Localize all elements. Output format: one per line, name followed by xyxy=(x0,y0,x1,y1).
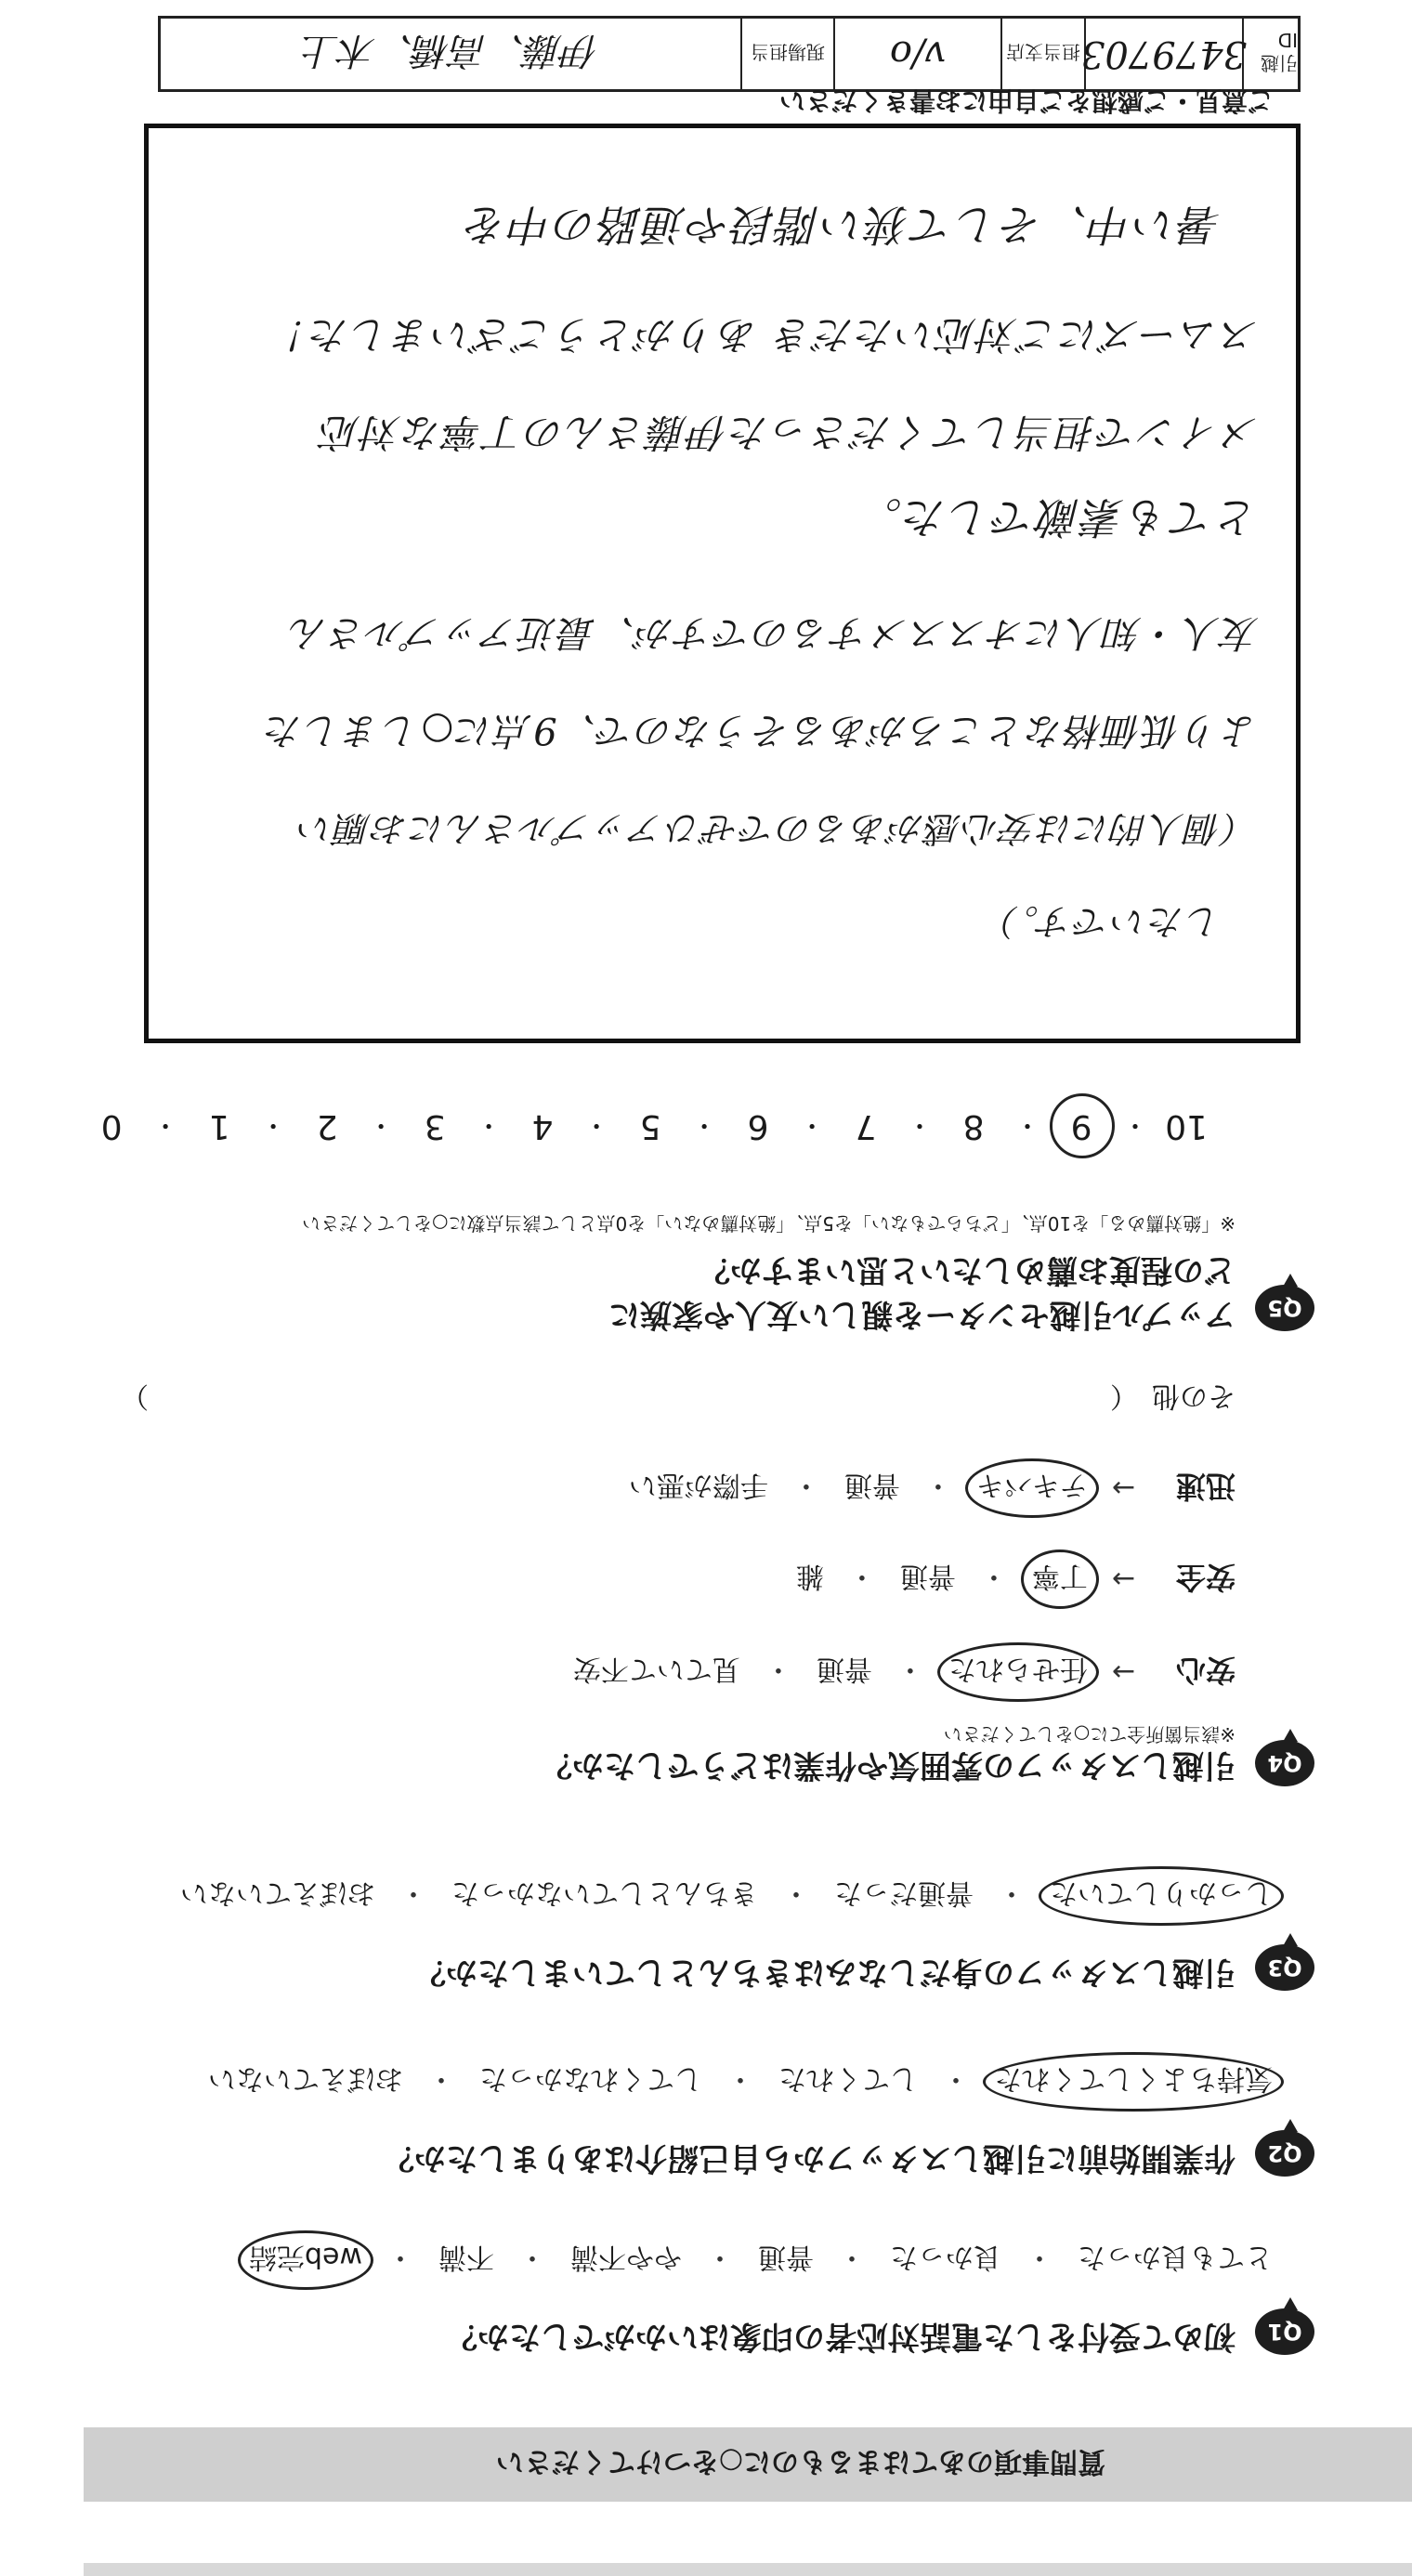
instruction-banner-text: 質問事項のあてはまるものに○をつけてください xyxy=(495,2445,1105,2478)
q4-option[interactable]: 手際が悪い xyxy=(628,1469,768,1501)
q3-option[interactable]: きちんとしていなかった xyxy=(451,1876,758,1909)
q2-option[interactable]: 気持ちよくしてくれた xyxy=(994,2061,1273,2102)
q1-options xyxy=(249,2240,1273,2281)
q3-badge: Q3 xyxy=(1255,1944,1314,1991)
q4-row-anzen xyxy=(796,1558,1236,1601)
q4-option[interactable]: 丁寧 xyxy=(1032,1559,1088,1600)
q1-option[interactable]: やや不満 xyxy=(570,2241,682,2273)
branch-value-cell xyxy=(833,19,1000,89)
option-sep: ・ xyxy=(399,1876,427,1909)
comment-line-4: とても素敵でした。 xyxy=(857,492,1259,543)
q4-option[interactable]: 普通 xyxy=(899,1560,956,1592)
score-sep: ・ xyxy=(691,1110,718,1141)
option-sep: ・ xyxy=(1026,2241,1053,2273)
score-9[interactable]: 9 xyxy=(1063,1108,1100,1146)
score-8[interactable]: 8 xyxy=(962,1107,985,1146)
q5-question-line1: アップル引越センターを親しい友人や家族に xyxy=(608,1296,1236,1333)
q3-option[interactable]: しっかりしていた xyxy=(1050,1876,1273,1916)
arrow-icon: → xyxy=(1111,1471,1135,1505)
score-sep: ・ xyxy=(152,1110,179,1141)
score-sep: ・ xyxy=(368,1110,395,1141)
score-10[interactable]: 10 xyxy=(1165,1107,1208,1146)
q4-option[interactable]: 任せられた xyxy=(948,1652,1088,1693)
q2-badge: Q2 xyxy=(1255,2130,1314,2177)
staff-value: 伊藤、高橋、木上 xyxy=(302,29,599,72)
option-sep: ・ xyxy=(998,1876,1026,1909)
q4-other-paren-close: ） xyxy=(121,1380,149,1412)
q4-row-anshin xyxy=(573,1651,1236,1693)
option-sep: ・ xyxy=(386,2241,414,2273)
score-6[interactable]: 6 xyxy=(747,1107,769,1146)
score-sep: ・ xyxy=(1122,1110,1149,1141)
comment-line-3: メインで担当してくださった伊藤さんの丁寧な対応 xyxy=(319,410,1259,455)
q4-row-other xyxy=(121,1379,1236,1419)
score-7[interactable]: 7 xyxy=(855,1107,877,1146)
branch-value: v/o xyxy=(889,33,947,75)
q2-options xyxy=(208,2061,1273,2102)
instruction-banner xyxy=(84,2427,1412,2502)
q4-row-label: 安全 xyxy=(1175,1560,1236,1595)
q4-row-label: 迅速 xyxy=(1175,1469,1236,1504)
comment-line-8: したいです。） xyxy=(982,901,1222,942)
option-sep: ・ xyxy=(726,2062,754,2095)
score-sep: ・ xyxy=(1014,1110,1041,1141)
q4-other-label xyxy=(1110,1379,1236,1419)
header-id-table xyxy=(158,16,1301,92)
option-sep: ・ xyxy=(782,1876,810,1909)
score-sep: ・ xyxy=(583,1110,610,1141)
option-sep: ・ xyxy=(979,1560,1008,1592)
q2-question: 作業開始前に引越しスタッフから自己紹介はありましたか？ xyxy=(383,2139,1236,2177)
score-0[interactable]: 0 xyxy=(100,1107,123,1146)
branch-label-cell xyxy=(1000,19,1084,89)
q1-option[interactable]: web完結 xyxy=(249,2240,362,2281)
arrow-icon: → xyxy=(1111,1563,1135,1596)
q4-other-text: その他 xyxy=(1152,1380,1236,1412)
score-1[interactable]: 1 xyxy=(208,1107,230,1146)
staff-value-cell xyxy=(161,19,740,89)
score-sep: ・ xyxy=(907,1110,934,1141)
id-label: 引越ID xyxy=(1261,29,1298,75)
q1-question: 初めて受付をした電話対応者の印象はいかがでしたか？ xyxy=(446,2318,1236,2355)
comment-line-1: 暑い中、そして狭い階段や通路の中を xyxy=(464,200,1222,250)
q3-option[interactable]: おぼえていない xyxy=(180,1876,375,1909)
q4-other-paren-open: （ xyxy=(1110,1380,1124,1412)
option-sep: ・ xyxy=(706,2241,734,2273)
comment-line-2: スムーズにご対応いただき ありがとうございました！ xyxy=(267,312,1259,358)
q1-option[interactable]: 良かった xyxy=(890,2241,1001,2273)
score-sep: ・ xyxy=(260,1110,287,1141)
option-sep: ・ xyxy=(518,2241,546,2273)
option-sep: ・ xyxy=(942,2062,970,2095)
arrow-icon: → xyxy=(1111,1655,1135,1689)
q5-note: ※「絶対薦める」を10点、「どちらでもない」を5点、「絶対薦めない」を0点として該当点数に○をしてください xyxy=(302,1212,1236,1235)
comment-line-6: より低価格なところがあるそうなので、9点に○しました xyxy=(263,709,1259,752)
page-edge-strip xyxy=(84,2563,1412,2576)
q1-option[interactable]: 不満 xyxy=(438,2241,494,2273)
option-sep: ・ xyxy=(847,1560,876,1592)
q4-option[interactable]: 見ていて不安 xyxy=(572,1653,740,1685)
id-value: 3479703 xyxy=(1080,33,1248,75)
q4-option[interactable]: 普通 xyxy=(843,1469,900,1501)
q4-option[interactable]: 普通 xyxy=(816,1653,872,1685)
branch-label: 担当支店 xyxy=(1006,41,1080,64)
staff-label: 現場担当 xyxy=(751,41,825,64)
score-sep: ・ xyxy=(476,1110,503,1141)
q1-option[interactable]: 普通 xyxy=(758,2241,814,2273)
q3-options xyxy=(180,1876,1273,1916)
q3-option[interactable]: 普通だった xyxy=(834,1876,974,1909)
id-value-cell xyxy=(1080,19,1248,89)
q1-badge: Q1 xyxy=(1255,2308,1314,2355)
option-sep: ・ xyxy=(791,1469,820,1501)
staff-label-cell xyxy=(740,19,833,89)
score-4[interactable]: 4 xyxy=(531,1107,554,1146)
comment-title: ご意見・ご感想をご自由にお書きください xyxy=(778,85,1274,116)
option-sep: ・ xyxy=(923,1469,952,1501)
score-3[interactable]: 3 xyxy=(424,1107,446,1146)
q1-option[interactable]: とても良かった xyxy=(1078,2241,1273,2273)
option-sep: ・ xyxy=(838,2241,866,2273)
q5-score-scale xyxy=(93,1094,1208,1159)
q4-option[interactable]: テキパキ xyxy=(976,1468,1088,1509)
q4-row-jinsoku xyxy=(629,1467,1236,1510)
id-label-cell xyxy=(1242,19,1298,89)
q2-option[interactable]: してくれなかった xyxy=(479,2062,702,2095)
q4-row-label: 安心 xyxy=(1175,1653,1236,1688)
q4-option[interactable]: 雑 xyxy=(795,1560,824,1592)
comment-box xyxy=(144,85,1301,1043)
score-2[interactable]: 2 xyxy=(316,1107,338,1146)
q5-badge: Q5 xyxy=(1255,1285,1314,1331)
option-sep: ・ xyxy=(427,2062,455,2095)
q4-question: 引越しスタッフの雰囲気や作業はどうでしたか？ xyxy=(541,1746,1236,1784)
comment-line-5: 友人・知人にオススメするのですが、最近アップルさん xyxy=(287,611,1259,654)
option-sep: ・ xyxy=(896,1653,924,1685)
q2-option[interactable]: おぼえていない xyxy=(208,2062,403,2095)
q3-question: 引越しスタッフの身だしなみはきちんとしていましたか？ xyxy=(414,1954,1236,1991)
score-sep: ・ xyxy=(799,1110,826,1141)
q4-badge: Q4 xyxy=(1255,1740,1314,1786)
score-5[interactable]: 5 xyxy=(639,1107,661,1146)
q5-question-line2: どの程度お薦めしたいと思いますか？ xyxy=(699,1251,1236,1288)
comment-line-7: （個人的には安心感があるのでぜひアップルさんにお願い xyxy=(296,808,1259,849)
q2-option[interactable]: してくれた xyxy=(778,2062,918,2095)
q4-note: ※該当箇所全てに○をしてください xyxy=(943,1723,1236,1746)
option-sep: ・ xyxy=(764,1653,792,1685)
